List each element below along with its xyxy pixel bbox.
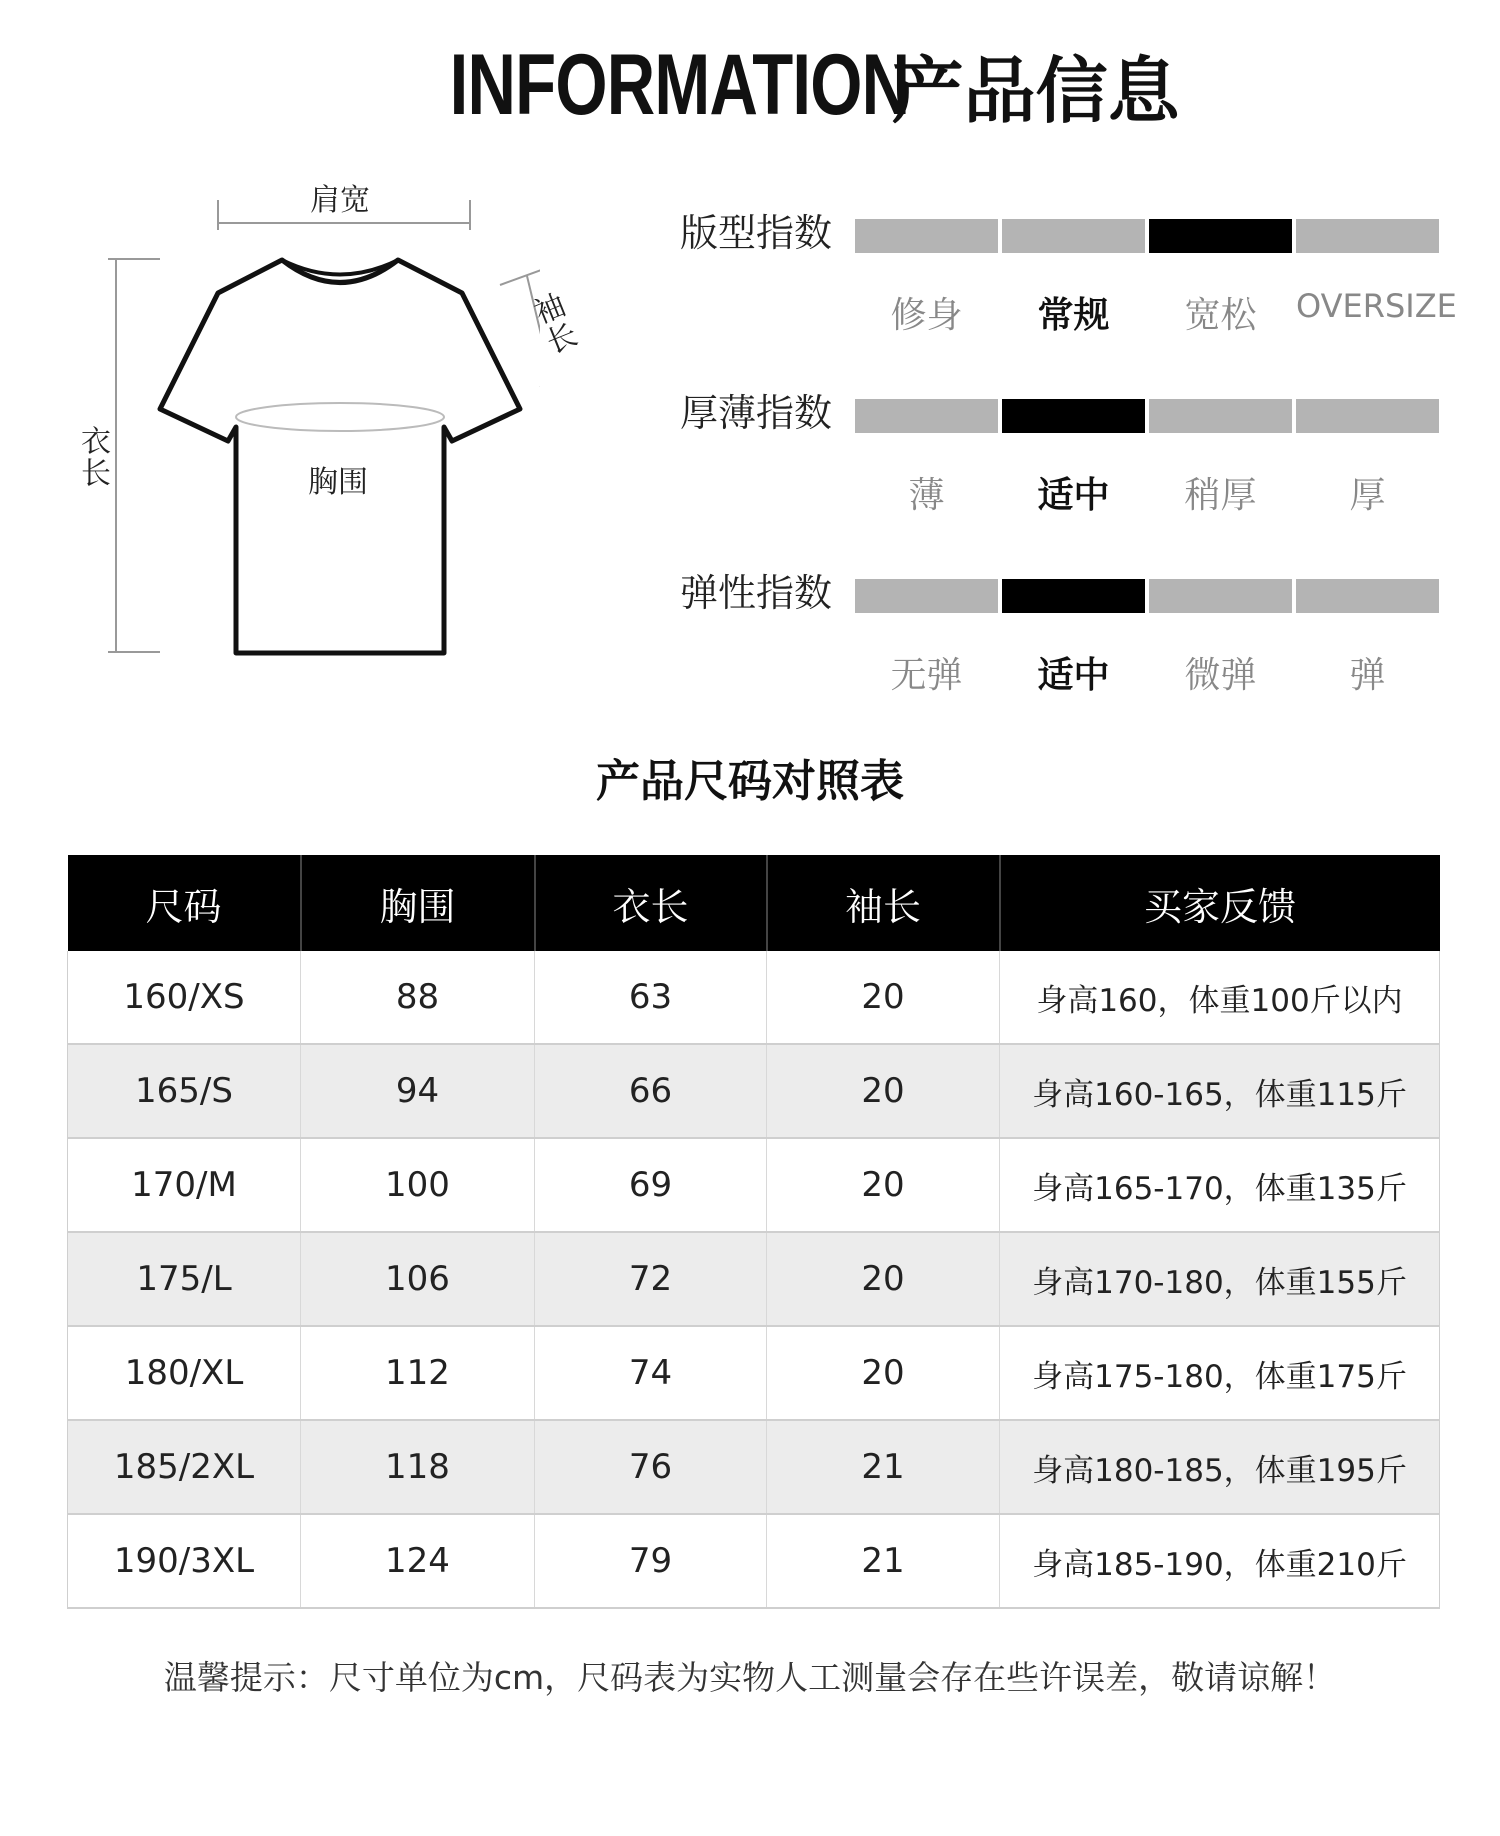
cell-feedback: 身高160-165，体重115斤 bbox=[1000, 1044, 1440, 1138]
fit-bar-2 bbox=[1002, 219, 1145, 253]
fit-option: 修身 bbox=[890, 295, 963, 336]
fit-index-bars bbox=[855, 219, 1439, 253]
cell-sleeve: 20 bbox=[767, 1232, 1000, 1326]
size-chart-table bbox=[67, 855, 1440, 1609]
title-en: INFORMATION bbox=[449, 36, 910, 133]
elasticity-index-labels bbox=[855, 647, 1439, 698]
cell-feedback: 身高160，体重100斤以内 bbox=[1000, 951, 1440, 1044]
thickness-option: 适中 bbox=[1037, 475, 1110, 516]
thickness-option: 厚 bbox=[1349, 475, 1386, 516]
header-chest: 胸围 bbox=[301, 855, 535, 951]
cell-sleeve: 21 bbox=[767, 1420, 1000, 1514]
elasticity-bar-1 bbox=[855, 579, 998, 613]
thickness-index-labels bbox=[855, 467, 1439, 518]
fit-option: OVERSIZE bbox=[1296, 287, 1457, 325]
elasticity-option: 弹 bbox=[1349, 655, 1386, 696]
cell-feedback: 身高175-180，体重175斤 bbox=[1000, 1326, 1440, 1420]
cell-length: 79 bbox=[535, 1514, 767, 1608]
cell-size: 185/2XL bbox=[68, 1420, 301, 1514]
elasticity-option: 无弹 bbox=[890, 655, 963, 696]
header-sleeve: 袖长 bbox=[767, 855, 1000, 951]
cell-length: 74 bbox=[535, 1326, 767, 1420]
elasticity-index-title: 弹性指数 bbox=[680, 571, 833, 615]
size-table-title: 产品尺码对照表 bbox=[596, 756, 904, 807]
elasticity-bar-3 bbox=[1149, 579, 1292, 613]
cell-chest: 124 bbox=[301, 1514, 535, 1608]
fit-option: 宽松 bbox=[1184, 295, 1257, 336]
cell-size: 190/3XL bbox=[68, 1514, 301, 1608]
cell-chest: 94 bbox=[301, 1044, 535, 1138]
title-cn: 产品信息 bbox=[891, 49, 1180, 133]
table-row bbox=[68, 1232, 1440, 1326]
fit-index-title: 版型指数 bbox=[680, 211, 833, 255]
page-header bbox=[0, 30, 1500, 140]
cell-size: 180/XL bbox=[68, 1326, 301, 1420]
table-row bbox=[68, 1326, 1440, 1420]
header-feedback: 买家反馈 bbox=[1000, 855, 1440, 951]
thickness-index-bars bbox=[855, 399, 1439, 433]
elasticity-bar-2 bbox=[1002, 579, 1145, 613]
thickness-bar-2 bbox=[1002, 399, 1145, 433]
table-row bbox=[68, 1138, 1440, 1232]
table-row bbox=[68, 1044, 1440, 1138]
cell-size: 175/L bbox=[68, 1232, 301, 1326]
table-header-row bbox=[68, 855, 1440, 951]
table-row bbox=[68, 1514, 1440, 1608]
cell-size: 170/M bbox=[68, 1138, 301, 1232]
chest-label: 胸围 bbox=[308, 465, 368, 500]
cell-chest: 100 bbox=[301, 1138, 535, 1232]
elasticity-bar-4 bbox=[1296, 579, 1439, 613]
cell-sleeve: 20 bbox=[767, 1044, 1000, 1138]
footer-note: 温馨提示：尺寸单位为cm，尺码表为实物人工测量会存在些许误差，敬请谅解！ bbox=[163, 1658, 1337, 1697]
shoulder-label: 肩宽 bbox=[310, 183, 370, 218]
thickness-index bbox=[680, 385, 1440, 515]
length-label: 衣长 bbox=[75, 425, 110, 489]
tshirt-measurement-diagram bbox=[60, 165, 581, 675]
cell-sleeve: 20 bbox=[767, 1326, 1000, 1420]
cell-chest: 88 bbox=[301, 951, 535, 1044]
header-length: 衣长 bbox=[535, 855, 767, 951]
cell-feedback: 身高180-185，体重195斤 bbox=[1000, 1420, 1440, 1514]
sleeve-label: 袖长 bbox=[524, 288, 581, 362]
elasticity-option: 适中 bbox=[1037, 655, 1110, 696]
cell-feedback: 身高185-190，体重210斤 bbox=[1000, 1514, 1440, 1608]
thickness-bar-4 bbox=[1296, 399, 1439, 433]
header-size: 尺码 bbox=[68, 855, 301, 951]
cell-chest: 118 bbox=[301, 1420, 535, 1514]
thickness-index-title: 厚薄指数 bbox=[680, 391, 833, 435]
cell-feedback: 身高165-170，体重135斤 bbox=[1000, 1138, 1440, 1232]
fit-index bbox=[680, 205, 1457, 336]
fit-bar-1 bbox=[855, 219, 998, 253]
cell-chest: 106 bbox=[301, 1232, 535, 1326]
cell-length: 63 bbox=[535, 951, 767, 1044]
cell-sleeve: 21 bbox=[767, 1514, 1000, 1608]
thickness-option: 稍厚 bbox=[1184, 475, 1257, 516]
cell-sleeve: 20 bbox=[767, 1138, 1000, 1232]
cell-sleeve: 20 bbox=[767, 951, 1000, 1044]
fit-option: 常规 bbox=[1037, 295, 1110, 336]
cell-length: 66 bbox=[535, 1044, 767, 1138]
elasticity-index bbox=[680, 565, 1440, 695]
elasticity-option: 微弹 bbox=[1184, 655, 1257, 696]
cell-length: 69 bbox=[535, 1138, 767, 1232]
cell-size: 165/S bbox=[68, 1044, 301, 1138]
cell-length: 72 bbox=[535, 1232, 767, 1326]
table-row bbox=[68, 951, 1440, 1044]
fit-index-labels bbox=[855, 287, 1457, 338]
tshirt-outline-icon bbox=[60, 165, 540, 675]
cell-feedback: 身高170-180，体重155斤 bbox=[1000, 1232, 1440, 1326]
thickness-option: 薄 bbox=[908, 475, 945, 516]
fit-bar-4 bbox=[1296, 219, 1439, 253]
cell-size: 160/XS bbox=[68, 951, 301, 1044]
elasticity-index-bars bbox=[855, 579, 1439, 613]
fit-bar-3 bbox=[1149, 219, 1292, 253]
table-row bbox=[68, 1420, 1440, 1514]
thickness-bar-3 bbox=[1149, 399, 1292, 433]
cell-chest: 112 bbox=[301, 1326, 535, 1420]
thickness-bar-1 bbox=[855, 399, 998, 433]
cell-length: 76 bbox=[535, 1420, 767, 1514]
